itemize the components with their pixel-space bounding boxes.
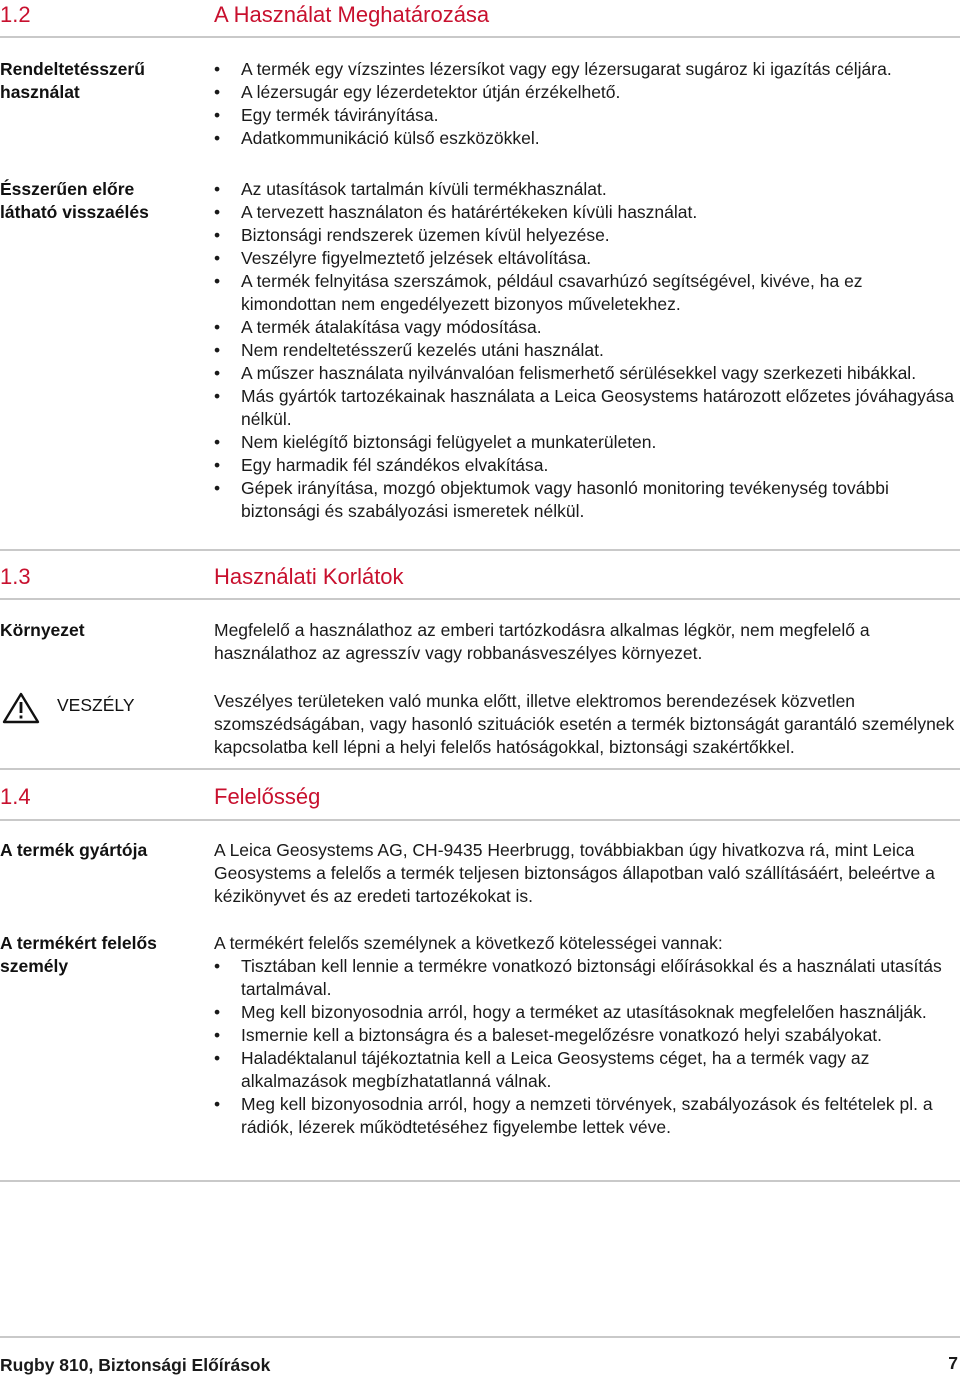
list-item: • A termék egy vízszintes lézersíkot vagy egy lézersugarat sugároz ki igazítás céljára. xyxy=(214,58,960,81)
list-item: • Egy harmadik fél szándékos elvakítása. xyxy=(214,454,960,477)
page-number: 7 xyxy=(948,1353,958,1373)
intended-use-list xyxy=(214,58,960,150)
list-item: • Az utasítások tartalmán kívüli termékhasználat. xyxy=(214,178,960,201)
list-item: • Ismernie kell a biztonságra és a baleset-megelőzésre vonatkozó helyi szabályokat. xyxy=(214,1024,960,1047)
divider xyxy=(0,549,960,551)
list-item: • Más gyártók tartozékainak használata a Leica Geosystems határozott előzetes jóváhagyása nélkül. xyxy=(214,385,960,431)
section-title: A Használat Meghatározása xyxy=(214,2,490,27)
divider xyxy=(0,598,960,600)
list-item: • Meg kell bizonyosodnia arról, hogy a terméket az utasításoknak megfelelően használják. xyxy=(214,1001,960,1024)
section-number: 1.2 xyxy=(0,2,31,27)
environment-text: Megfelelő a használathoz az emberi tartózkodásra alkalmas légkör, nem megfelelő a használathoz az agresszív vagy robbanásveszélyes környezet. xyxy=(214,620,870,663)
list-item: • A tervezett használaton és határértékeken kívüli használat. xyxy=(214,201,960,224)
divider xyxy=(0,819,960,821)
section-1-4-heading xyxy=(0,782,960,812)
list-item: • Adatkommunikáció külső eszközökkel. xyxy=(214,127,960,150)
section-1-3-heading xyxy=(0,562,960,592)
section-title: Használati Korlátok xyxy=(214,564,404,589)
divider xyxy=(0,36,960,38)
danger-text: Veszélyes területeken való munka előtt, illetve elektromos berendezések közvetlen szomszédságában, vagy hasonló szituációk esetén a termék biztonságát garantáló személynek kapcsolatba kell lépni a helyi felelős hatóságokkal, biztonsági szakértőkkel. xyxy=(214,691,955,757)
list-item: • A termék felnyitása szerszámok, például csavarhúzó segítségével, kivéve, ha ez kimondottan nem engedélyezett bizonyos műveletekhez. xyxy=(214,270,960,316)
responsible-intro: A termékért felelős személynek a következő kötelességei vannak: xyxy=(214,933,723,953)
list-item: • A termék átalakítása vagy módosítása. xyxy=(214,316,960,339)
section-1-2-heading xyxy=(0,0,960,30)
misuse-label: Ésszerűen előre látható visszaélés xyxy=(0,179,149,222)
section-number: 1.4 xyxy=(0,784,31,809)
list-item: • Biztonsági rendszerek üzemen kívül helyezése. xyxy=(214,224,960,247)
footer-title: Rugby 810, Biztonsági Előírások xyxy=(0,1355,271,1375)
environment-label: Környezet xyxy=(0,620,85,640)
list-item: • A műszer használata nyilvánvalóan felismerhető sérülésekkel vagy szerkezeti hibákkal. xyxy=(214,362,960,385)
manufacturer-label: A termék gyártója xyxy=(0,840,148,860)
responsible-text xyxy=(214,932,960,1139)
list-item: • Tisztában kell lennie a termékre vonatkozó biztonsági előírásokkal és a használati utasítás tartalmával. xyxy=(214,955,960,1001)
list-item: • Gépek irányítása, mozgó objektumok vagy hasonló monitoring tevékenység további biztonsági és szabályozási ismeretek nélkül. xyxy=(214,477,960,523)
divider xyxy=(0,1180,960,1182)
manufacturer-text: A Leica Geosystems AG, CH-9435 Heerbrugg, továbbiakban úgy hivatkozva rá, mint Leica Geosystems a felelős a termék teljesen biztonságos állapotban való szállításáért, beleértve a kézikönyvet és az eredeti tartozékokat is. xyxy=(214,840,935,906)
section-title: Felelősség xyxy=(214,784,321,809)
divider xyxy=(0,768,960,770)
warning-triangle-icon xyxy=(2,692,40,724)
misuse-list xyxy=(214,178,960,523)
list-item: • Nem kielégítő biztonsági felügyelet a munkaterületen. xyxy=(214,431,960,454)
page-footer xyxy=(0,1353,960,1379)
list-item: • A lézersugár egy lézerdetektor útján érzékelhető. xyxy=(214,81,960,104)
footer-divider xyxy=(0,1336,960,1338)
list-item: • Haladéktalanul tájékoztatnia kell a Leica Geosystems céget, ha a termék vagy az alkalmazások megbízhatatlanná válnak. xyxy=(214,1047,960,1093)
danger-label xyxy=(0,688,200,726)
danger-title: VESZÉLY xyxy=(57,695,135,715)
responsible-label: A termékért felelős személy xyxy=(0,933,157,976)
list-item: • Meg kell bizonyosodnia arról, hogy a nemzeti törvények, szabályozások és feltételek pl. a rádiók, lézerek működtetéséhez figyelembe lettek véve. xyxy=(214,1093,960,1139)
intended-use-label: Rendeltetésszerű használat xyxy=(0,59,145,102)
list-item: • Nem rendeltetésszerű kezelés utáni használat. xyxy=(214,339,960,362)
list-item: • Veszélyre figyelmeztető jelzések eltávolítása. xyxy=(214,247,960,270)
section-number: 1.3 xyxy=(0,564,31,589)
list-item: • Egy termék távirányítása. xyxy=(214,104,960,127)
